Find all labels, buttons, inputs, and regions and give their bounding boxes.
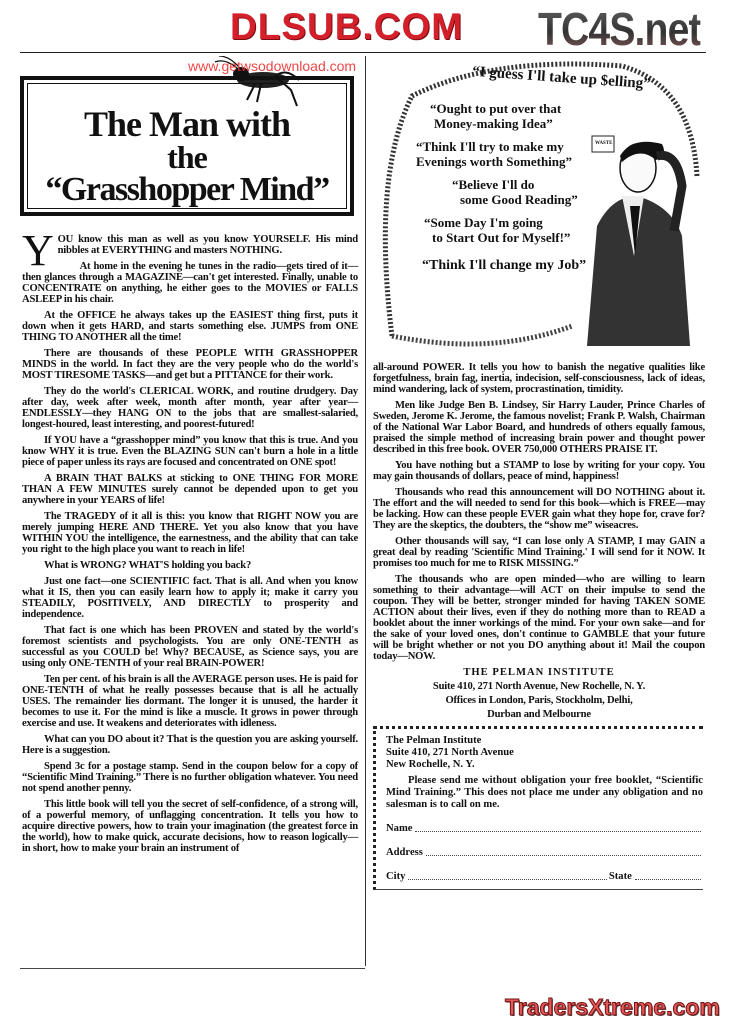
institute-offices-2: Durban and Melbourne [487,709,591,720]
body-paragraph: Just one fact—one SCIENTIFIC fact. That is all. And when you know what it IS, then you can easily learn how to apply it; make it carry you STEADILY, POSITIVELY, AND DIRECTLY to prosperity and independence. [22,576,358,620]
coupon-address-line: Suite 410, 271 North Avenue [386,747,514,758]
column-divider [365,56,366,966]
address-label: Address [386,847,423,858]
intro-text: OU know this man as well as you know YOURSELF. His mind nibbles at EVERYTHING and masters NOTHING. [57,234,358,256]
tc4s-watermark: TC4S.net [538,3,701,55]
body-paragraph: There are thousands of these PEOPLE WITH GRASSHOPPER MINDS in the world. In fact they are the very people who do the world's MOST TIRESOME TASKS—and get but a PITTANCE for their work. [22,348,358,381]
coupon-address-line: New Rochelle, N. Y. [386,759,475,770]
institute-name: THE PELMAN INSTITUTE [463,667,615,678]
body-paragraph: What is WRONG? WHAT'S holding you back? [44,560,252,571]
city-label: City [386,871,406,882]
body-paragraph: You have nothing but a STAMP to lose by writing for your copy. You may gain thousands of dollars, peace of mind, happiness! [373,460,705,482]
waste-basket-label: WASTE [595,141,613,146]
body-paragraph: Other thousands will say, “I can lose only A STAMP, I may GAIN a great deal by reading 'Scientific Mind Training.' I will send for it NOW. It promises too much for me to RISK MISSING.” [373,536,705,569]
body-paragraph: At the OFFICE he always takes up the EASIEST thing first, puts it down when it gets HARD, and starts something else. JUMPS from ONE THING TO ANOTHER all the time! [22,310,358,343]
drop-cap: Y [22,226,54,275]
coupon-address [386,735,703,771]
address-field[interactable] [386,847,703,859]
body-paragraph: A BRAIN THAT BALKS at sticking to ONE THING FOR MORE THAN A FEW MINUTES surely cannot be depended upon to get you anywhere in your YEARS of life! [22,473,358,506]
city-state-field[interactable] [386,871,703,883]
top-rule [20,52,706,53]
mail-coupon[interactable] [373,726,703,890]
headline-line-1: The Man with [83,104,291,144]
body-paragraph: The thousands who are open minded—who are willing to learn something to their advantage—will ACT on their impulse to send the coupon. They will be better, stronger minded for having TAKEN SOME ACTION about their lives, even if they do nothing more than to READ a booklet about the inner workings of the mind. For your own sake—and for the sake of your loved ones, don't continue to GAMBLE that your future will be bright whether or not you DO anything about it! Mail the coupon today—NOW. [373,574,705,662]
left-column [22,226,358,859]
thought-5b: to Start Out for Myself!” [432,230,571,245]
city-input[interactable] [408,879,606,880]
body-paragraph: all-around POWER. It tells you how to banish the negative qualities like forgetfulness, brain fag, inertia, indecision, self-consciousness, lack of ideas, mind wandering, lack of system, procrastination, timidity. [373,362,705,395]
body-paragraph: The TRAGEDY of it all is this: you know that RIGHT NOW you are merely jumping HERE AND THERE. Yet you also know that you have WITHIN YOU the intelligence, the earnestness, and the ability that can take you right to the high place you want to reach in life! [22,511,358,555]
body-paragraph: If YOU have a “grasshopper mind” you know that this is true. And you know WHY it is true. Even the BLAZING SUN can't burn a hole in a little piece of paper unless its rays are focused and concentrated on ONE spot! [22,435,358,468]
thought-4b: some Good Reading” [460,192,578,207]
body-paragraph: This little book will tell you the secret of self-confidence, of a strong will, of a powerful memory, of unflagging concentration. It tells you how to acquire directive powers, how to train your imagination (the greatest force in the world), how to make quick, accurate decisions, how to reason logically—in short, how to make your brain an instrument of [22,799,358,854]
state-label: State [608,871,632,882]
body-paragraph: Ten per cent. of his brain is all the AVERAGE person uses. He is paid for ONE-TENTH of what he really possesses because that is all he actually USES. The remainder lies dormant. The longer it is unused, the harder it becomes to use it. For the mind is like a muscle. It grows in power through exercise and use. It weakens and deteriorates with idleness. [22,674,358,729]
thought-6: “Think I'll change my Job” [422,258,587,273]
thought-2b: Money-making Idea” [434,116,553,131]
institute-offices-1: Offices in London, Paris, Stockholm, Delhi, [445,695,633,706]
address-input[interactable] [426,855,701,856]
body-paragraph: Men like Judge Ben B. Lindsey, Sir Harry Lauder, Prince Charles of Sweden, Jerome K. Jerome, the famous novelist; Frank P. Walsh, Chairman of the National War Labor Board, and hundreds of others equally famous, praised the simple method of increasing brain power and thought power described in this free book. OVER 750,000 OTHERS PRAISE IT. [373,400,705,455]
state-input[interactable] [635,879,701,880]
coupon-address-line: The Pelman Institute [386,735,482,746]
body-paragraph: Thousands who read this announcement will DO NOTHING about it. The effort and the will needed to send for this book—which is FREE—may be lacking. How can these people EVER gain what they hope for, crave for? They are the skeptics, the doubters, the “show me” wiseacres. [373,487,705,531]
name-label: Name [386,823,413,834]
body-paragraph: Spend 3c for a postage stamp. Send in the coupon below for a copy of “Scientific Mind Training.” There is no further obligation whatever. You need not spend another penny. [22,761,358,794]
grasshopper-mind-illustration [372,56,706,356]
body-paragraph: They do the world's CLERICAL WORK, and routine drudgery. Day after day, week after week, month after month, year after year—ENDLESSLY—they HANG ON to the jobs that are smallest-salaried, longest-houred, least interesting, and poorest-futured! [22,386,358,430]
bottom-rule [20,968,365,969]
thought-1: “I guess I'll take up $elling” [471,63,652,93]
institute-address: Suite 410, 271 North Avenue, New Rochelle, N. Y. [432,681,646,692]
tradersxtreme-watermark: TradersXtreme.com [505,994,720,1020]
thought-5a: “Some Day I'm going [424,215,543,230]
headline-line-3: “Grasshopper Mind” [45,171,329,208]
headline-box [20,76,354,216]
headline-line-2: the [167,139,207,175]
intro-paragraph [22,226,358,275]
name-input[interactable] [415,831,701,832]
thought-4a: “Believe I'll do [452,177,535,192]
thought-3b: Evenings worth Something” [416,154,573,169]
right-column [373,362,705,890]
getwso-watermark: www.getwsodownload.com [188,58,357,74]
body-paragraph: What can you DO about it? That is the question you are asking yourself. Here is a suggestion. [22,734,358,756]
name-field[interactable] [386,823,703,835]
body-paragraph: That fact is one which has been PROVEN and stated by the world's foremost scientists and psychologists. You are only ONE-TENTH as successful as you COULD be! Why? BECAUSE, as Science says, you are using only ONE-TENTH of your real BRAIN-POWER! [22,625,358,669]
coupon-request: Please send me without obligation your free booklet, “Scientific Mind Training.” This does not place me under any obligation and no salesman is to call on me. [386,775,703,810]
thought-2a: “Ought to put over that [430,101,562,116]
dlsub-watermark: DLSUB.COM [230,6,464,47]
thought-3a: “Think I'll try to make my [416,139,564,154]
body-paragraph: At home in the evening he tunes in the radio—gets tired of it—then glances through a MAGAZINE—can't get interested. Finally, unable to CONCENTRATE on anything, he either goes to the MOVIES or FALLS ASLEEP in his chair. [22,261,358,305]
